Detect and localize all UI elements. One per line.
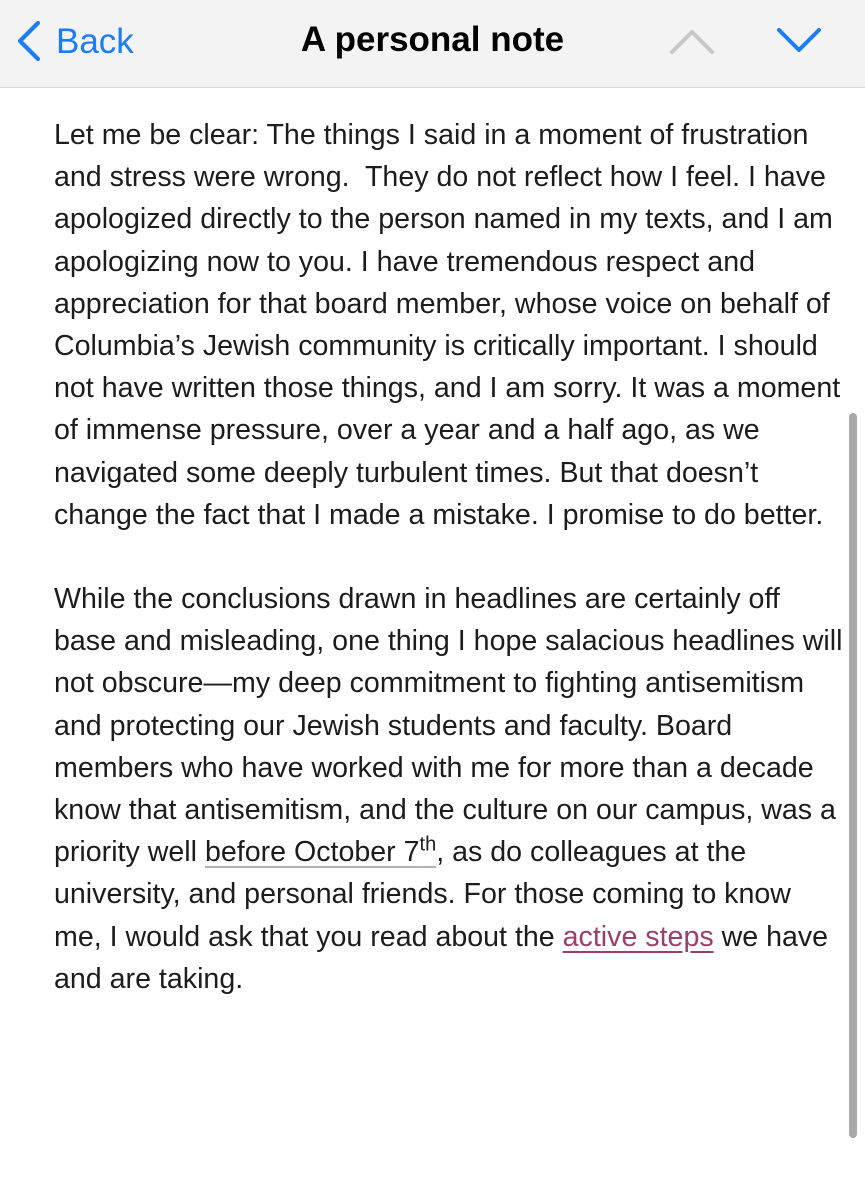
back-button[interactable]: [16, 14, 134, 68]
date-text: before October 7: [204, 836, 420, 869]
message-body: [54, 114, 844, 1000]
paragraph-text: we have and are taking.: [54, 920, 829, 995]
navigation-bar: [0, 0, 865, 88]
date-suffix: th: [419, 833, 437, 856]
chevron-up-icon: [668, 26, 716, 56]
back-label: Back: [56, 21, 134, 61]
scrollbar[interactable]: [849, 413, 857, 1138]
chevron-down-icon: [775, 26, 823, 56]
paragraph-text: While the conclusions drawn in headlines are certainly off base and misleading, one thing I hope salacious headlines will not obscure—my deep commitment to fighting antisemitism and protecting our Jewish students and faculty. Board members who have worked with me for more than a decade know that antisemitism, and the culture on our campus, was a priority well: [54, 583, 843, 869]
next-message-button[interactable]: [775, 26, 823, 61]
date-reference[interactable]: [204, 833, 437, 869]
page-title: A personal note: [300, 20, 565, 59]
paragraph-apology: Let me be clear: The things I said in a moment of frustration and stress were wrong. They do not reflect how I feel. I have apologized directly to the person named in my texts, and I am apologizing now to you. I have tremendous respect and appreciation for that board member, whose voice on behalf of Columbia’s Jewish community is critically important. I should not have written those things, and I am sorry. It was a moment of immense pressure, over a year and a half ago, as we navigated some deeply turbulent times. But that doesn’t change the fact that I made a mistake. I promise to do better.: [54, 119, 841, 531]
paragraph-commitment: [54, 578, 844, 1000]
chevron-left-icon: [16, 20, 42, 62]
paragraph-text: , as do colleagues at the university, and personal friends. For those coming to know me, I would ask that you read about the: [54, 836, 791, 953]
active-steps-link[interactable]: active steps: [562, 920, 714, 953]
previous-message-button[interactable]: [668, 26, 716, 61]
